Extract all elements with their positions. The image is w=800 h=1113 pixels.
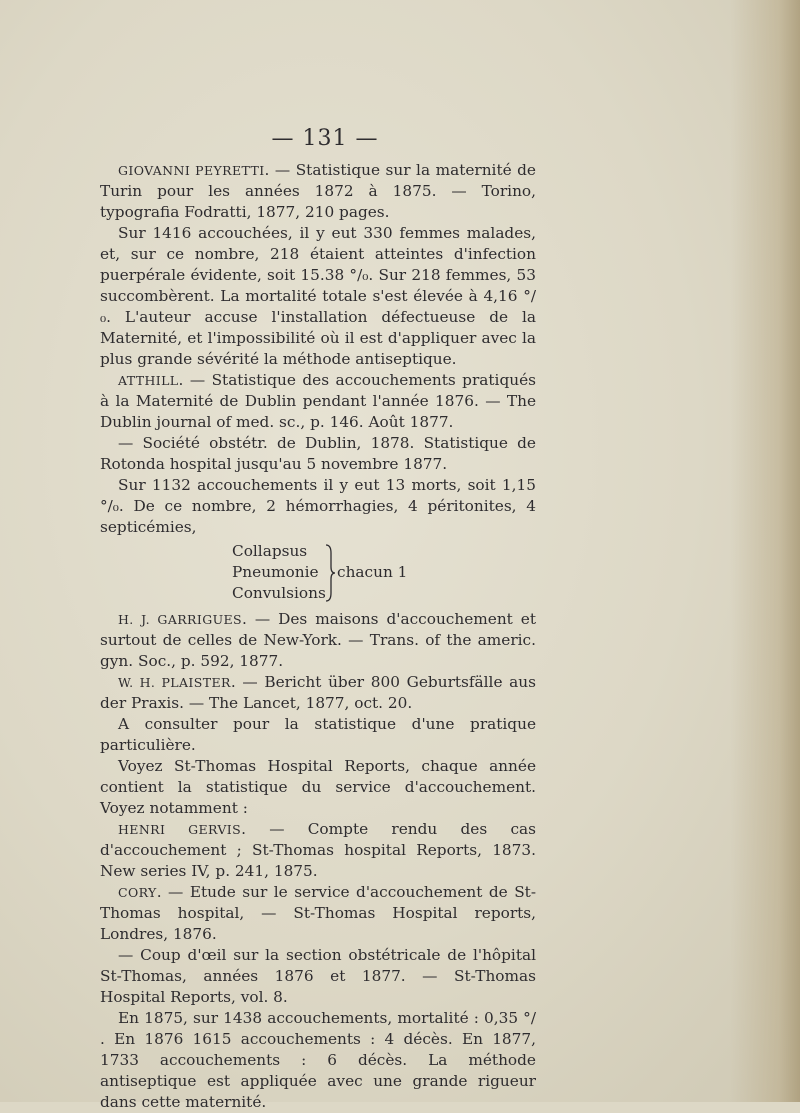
brace-items	[232, 541, 326, 604]
paragraph: A consulter pour la statistique d'une pratique particulière.	[100, 715, 536, 754]
paragraph: Sur 1416 accouchées, il y eut 330 femmes malades, et, sur ce nombre, 218 étaient atteintes d'infection puerpérale évidente, soit 15.38 °/₀. Sur 218 femmes, 53 succombèrent. La mortalité totale s'est élevée à 4,16 °/₀. L'auteur accuse l'installation défectueuse de la Maternité, et l'impossibilité où il est d'appliquer avec la plus grande sévérité la méthode antiseptique.	[100, 224, 536, 368]
author-name: GIOVANNI PEYRETTI	[118, 163, 265, 178]
author-name: HENRI GERVIS	[118, 822, 242, 837]
entry-text: . — Bericht über 800 Geburtsfälle aus der Praxis. — The Lancet, 1877, oct. 20.	[100, 673, 536, 712]
page-edge-shadow	[730, 0, 800, 1102]
brace-item: Collapsus	[232, 542, 308, 560]
entry-text: . — Etude sur le service d'accouchement de St-Thomas hospital, — St-Thomas Hospital reports, Londres, 1876.	[100, 883, 536, 943]
author-name: W. H. PLAISTER	[118, 675, 231, 690]
paragraph: Sur 1132 accouchements il y eut 13 morts, soit 1,15 °/₀. De ce nombre, 2 hémorrhagies, 4 péritonites, 4 septicémies,	[100, 476, 536, 536]
entry-text: . — Compte rendu des cas d'accouchement ; St-Thomas hospital Reports, 1873. New series IV, p. 241, 1875.	[100, 820, 536, 880]
paragraph: Voyez St-Thomas Hospital Reports, chaque année contient la statistique du service d'accouchement. Voyez notamment :	[100, 757, 536, 817]
brace-label: chacun 1	[337, 563, 408, 581]
entry-gervis	[100, 819, 536, 882]
entry-peyretti	[100, 160, 536, 223]
entry-text: . — Statistique sur la maternité de Turin pour les années 1872 à 1875. — Torino, typografia Fodratti, 1877, 210 pages.	[100, 161, 536, 221]
brace-item: Pneumonie	[232, 563, 319, 581]
paragraph: — Coup d'œil sur la section obstétricale de l'hôpital St-Thomas, années 1876 et 1877. — St-Thomas Hospital Reports, vol. 8.	[100, 946, 536, 1006]
entry-text: . — Statistique des accouchements pratiqués à la Maternité de Dublin pendant l'année 1876. — The Dublin journal of med. sc., p. 146. Août 1877.	[100, 371, 536, 431]
author-name: H. J. GARRIGUES	[118, 612, 243, 627]
paragraph: — Société obstétr. de Dublin, 1878. Statistique de Rotonda hospital jusqu'au 5 novembre 1877.	[100, 434, 536, 473]
page-number: — 131 —	[271, 126, 379, 151]
author-name: ATTHILL	[118, 373, 179, 388]
body-text	[100, 160, 536, 1113]
brace-group	[100, 541, 536, 605]
author-name: CORY	[118, 885, 157, 900]
brace-item: Convulsions	[232, 584, 326, 602]
entry-cory	[100, 882, 536, 945]
paragraph: En 1875, sur 1438 accouchements, mortalité : 0,35 °/ . En 1876 1615 accouchements : 4 décès. En 1877, 1733 accouchements : 6 décès. La méthode antiseptique est appliquée avec une grande rigueur dans cette maternité.	[100, 1009, 536, 1111]
entry-text: . — Des maisons d'accouchement et surtout de celles de New-York. — Trans. of the americ. gyn. Soc., p. 592, 1877.	[100, 610, 536, 670]
entry-atthill	[100, 370, 536, 433]
entry-plaister	[100, 672, 536, 714]
curly-brace-icon	[324, 543, 336, 603]
entry-garrigues	[100, 609, 536, 672]
